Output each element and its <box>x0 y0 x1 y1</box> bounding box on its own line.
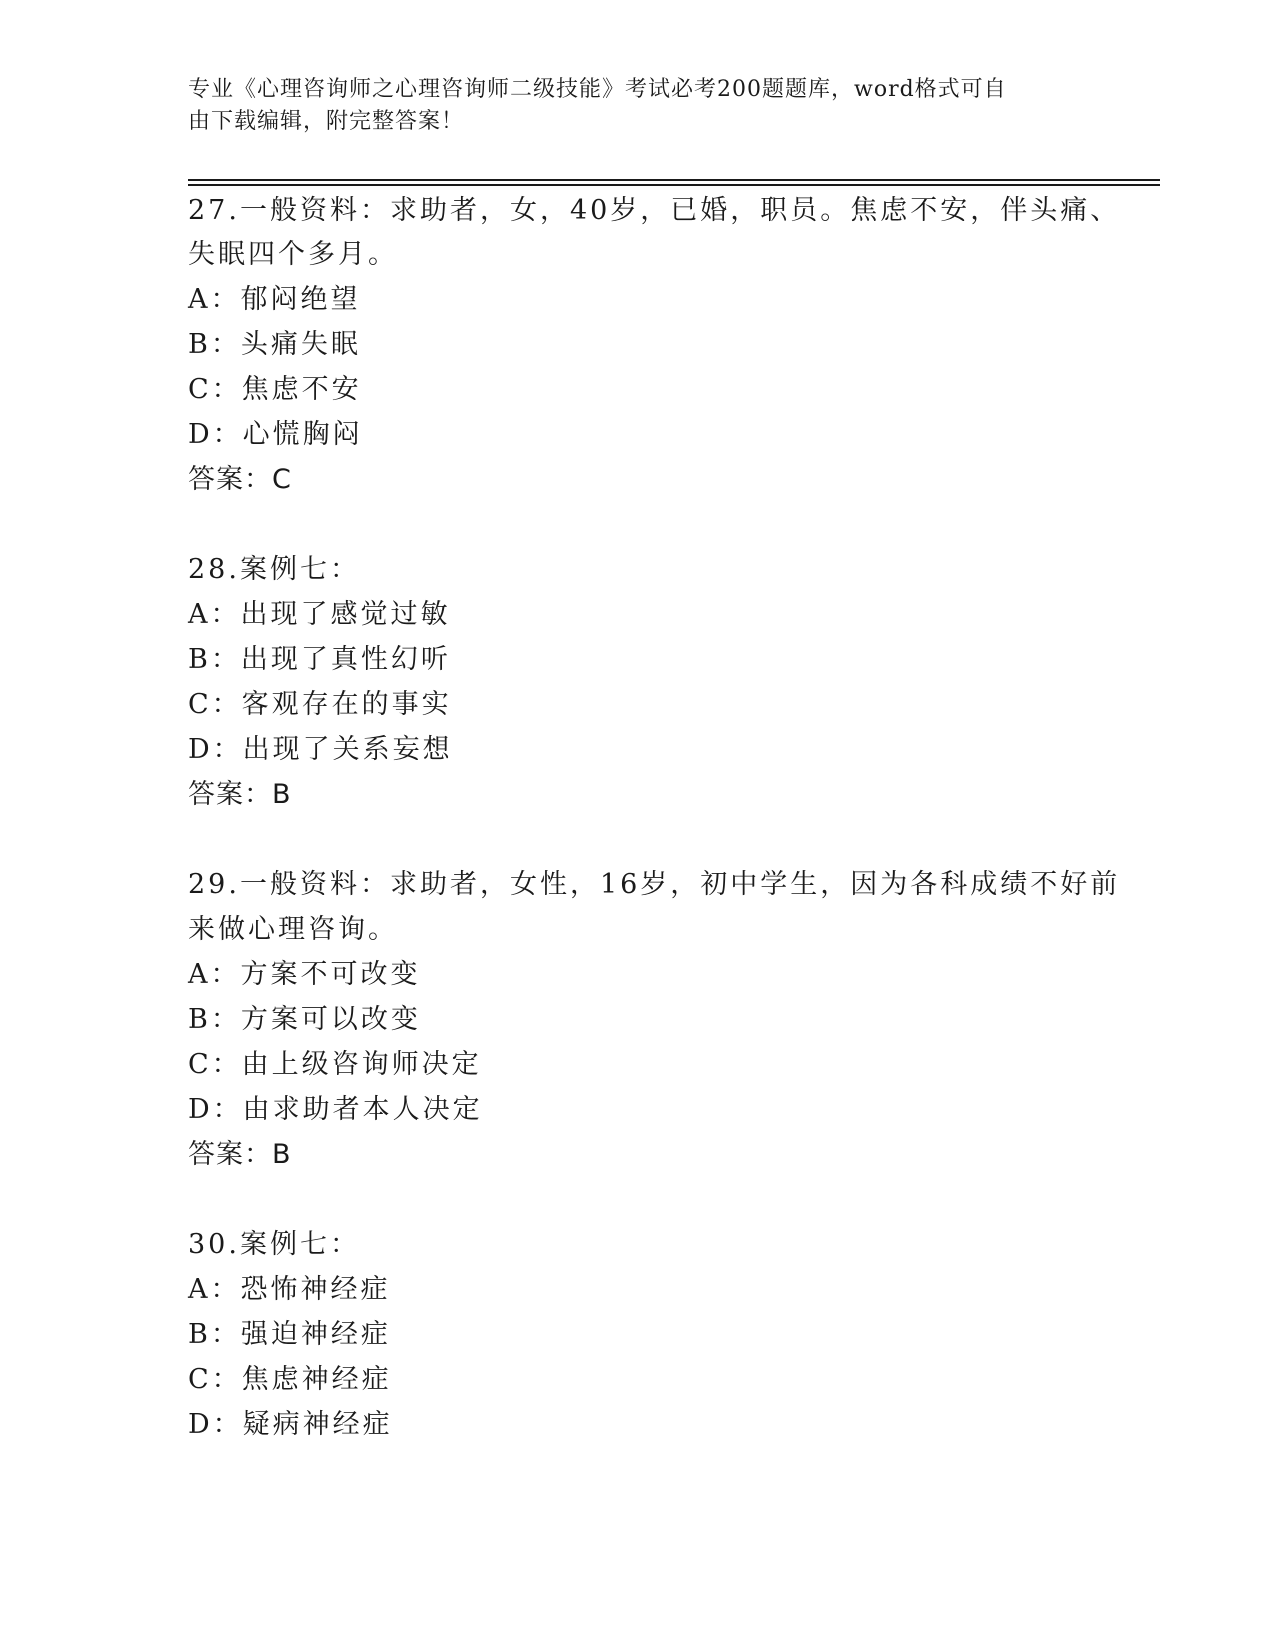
question-29-option-a: A：方案不可改变 <box>188 959 421 990</box>
question-27-stem-line-1: 27.一般资料：求助者，女，40岁，已婚，职员。焦虑不安，伴头痛、 <box>188 195 1121 226</box>
question-27-option-b: B：头痛失眠 <box>188 329 361 360</box>
question-28-option-a: A：出现了感觉过敏 <box>188 599 451 630</box>
question-30-option-b: B：强迫神经症 <box>188 1319 391 1350</box>
header-line-1: 专业《心理咨询师之心理咨询师二级技能》考试必考200题题库，word格式可自 <box>188 77 1007 102</box>
question-28-option-d: D：出现了关系妄想 <box>188 734 453 765</box>
question-28-option-c: C：客观存在的事实 <box>188 689 452 720</box>
question-28-option-b: B：出现了真性幻听 <box>188 644 451 675</box>
question-30-option-d: D：疑病神经症 <box>188 1409 393 1440</box>
header-line-2: 由下载编辑，附完整答案！ <box>188 109 465 134</box>
question-28-stem-line-1: 28.案例七： <box>188 554 360 585</box>
question-30-option-c: C：焦虑神经症 <box>188 1364 392 1395</box>
question-30-stem-line-1: 30.案例七： <box>188 1229 360 1260</box>
question-30-option-a: A：恐怖神经症 <box>188 1274 391 1305</box>
question-29-stem-line-1: 29.一般资料：求助者，女性，16岁，初中学生，因为各科成绩不好前 <box>188 869 1121 900</box>
question-27-option-c: C：焦虑不安 <box>188 374 362 405</box>
question-29-option-c: C：由上级咨询师决定 <box>188 1049 482 1080</box>
question-27-stem-line-2: 失眠四个多月。 <box>188 239 398 270</box>
question-29-answer: 答案：B <box>188 1139 292 1170</box>
question-27-option-d: D：心慌胸闷 <box>188 419 363 450</box>
question-29-option-d: D：由求助者本人决定 <box>188 1094 483 1125</box>
question-27-answer: 答案：C <box>188 464 292 495</box>
question-29-option-b: B：方案可以改变 <box>188 1004 421 1035</box>
question-29-stem-line-2: 来做心理咨询。 <box>188 914 398 945</box>
question-27-option-a: A：郁闷绝望 <box>188 284 361 315</box>
document-header <box>188 74 1088 138</box>
question-28-answer: 答案：B <box>188 779 292 810</box>
header-divider-bottom <box>188 184 1160 186</box>
header-divider-top <box>188 179 1160 181</box>
